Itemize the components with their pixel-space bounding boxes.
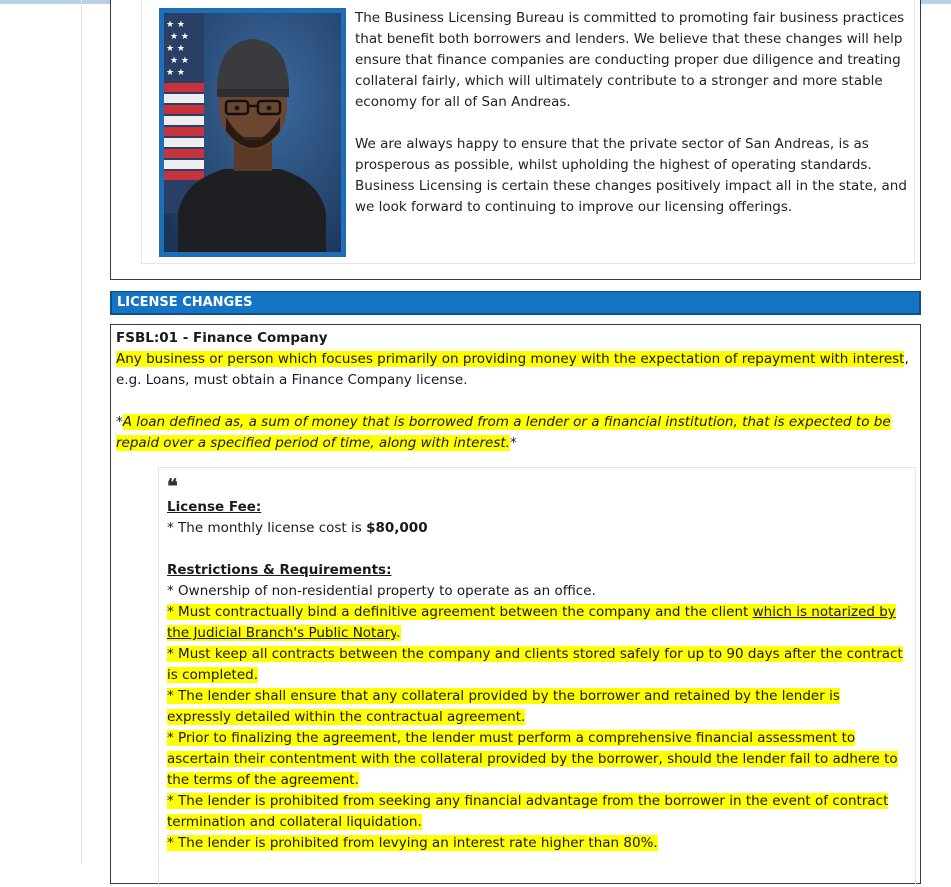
svg-text:★ ★: ★ ★	[166, 20, 185, 30]
svg-text:★ ★: ★ ★	[170, 56, 189, 66]
requirement-item	[167, 644, 907, 686]
license-details-quote	[158, 467, 916, 887]
svg-text:★ ★: ★ ★	[166, 68, 185, 78]
left-column-divider	[81, 0, 82, 864]
intro-highlight: Any business or person which focuses primarily on providing money with the expectation of repayment with interest	[116, 351, 905, 367]
license-panel	[110, 324, 921, 884]
fee-heading: License Fee:	[167, 499, 262, 515]
bio-paragraph: The Business Licensing Bureau is committed to promoting fair business practices that benefit both borrowers and lenders. We believe that these changes will help ensure that finance companies are conducting proper due diligence and treating collateral fairly, which will ultimately contribute to a stronger and more stable economy for all of San Andreas.	[355, 10, 905, 110]
bio-text	[355, 8, 910, 218]
fee-prefix: * The monthly license cost is	[167, 520, 367, 536]
req-2-notary: which is notarized by the Judicial Branch's Public Notary	[167, 604, 896, 641]
bio-panel	[110, 0, 921, 280]
svg-text:★ ★: ★ ★	[166, 44, 185, 54]
license-intro	[116, 349, 913, 391]
requirement-item	[167, 833, 907, 854]
restrictions-heading: Restrictions & Requirements:	[167, 562, 392, 578]
official-portrait	[159, 8, 346, 257]
req-2-text: * Must contractually bind a definitive agreement between the company and the client	[167, 604, 753, 620]
definition-prefix: *	[116, 414, 123, 430]
portrait-illustration	[164, 13, 341, 252]
bio-paragraph: We are always happy to ensure that the private sector of San Andreas, is as prosperous as possible, whilst upholding the highest of operating standards. Business Licensing is certain these changes positively impact all in the state, and we look forward to continuing to improve our licensing offerings.	[355, 136, 907, 215]
fee-value: $80,000	[366, 520, 428, 536]
requirement-item: * Ownership of non-residential property to operate as an office.	[167, 583, 596, 599]
fee-line	[167, 518, 907, 539]
req-3-text: * Must keep all contracts between the company and clients stored safely for up to 90 days after the contract is completed.	[167, 646, 903, 683]
intro-rest: , e.g. Loans, must obtain a Finance Company license.	[116, 351, 909, 388]
section-header: LICENSE CHANGES	[110, 291, 921, 315]
req-5-text: * Prior to finalizing the agreement, the lender must perform a comprehensive financial assessment to ascertain their contentment with the collateral provided by the borrower, should the lender fail to adhere to the terms of the agreement.	[167, 730, 898, 788]
requirement-item	[167, 791, 907, 833]
requirement-item	[167, 728, 907, 791]
req-2-end: .	[396, 625, 401, 641]
requirement-item	[167, 686, 907, 728]
loan-definition	[116, 412, 913, 454]
definition-text: A loan defined as, a sum of money that is borrowed from a lender or a financial institution, that is expected to be repaid over a specified period of time, along with interest.	[116, 414, 891, 451]
req-6-text: * The lender is prohibited from seeking any financial advantage from the borrower in the event of contract termination and collateral liquidation.	[167, 793, 889, 830]
req-4-text: * The lender shall ensure that any collateral provided by the borrower and retained by the lender is expressly detailed within the contractual agreement.	[167, 688, 840, 725]
quote-icon: ❝	[167, 474, 178, 498]
requirement-item	[167, 602, 907, 644]
req-7-text: * The lender is prohibited from levying an interest rate higher than 80%.	[167, 835, 658, 851]
definition-suffix: *	[509, 435, 517, 451]
license-title: FSBL:01 - Finance Company	[116, 330, 328, 346]
svg-text:★ ★: ★ ★	[170, 32, 189, 42]
